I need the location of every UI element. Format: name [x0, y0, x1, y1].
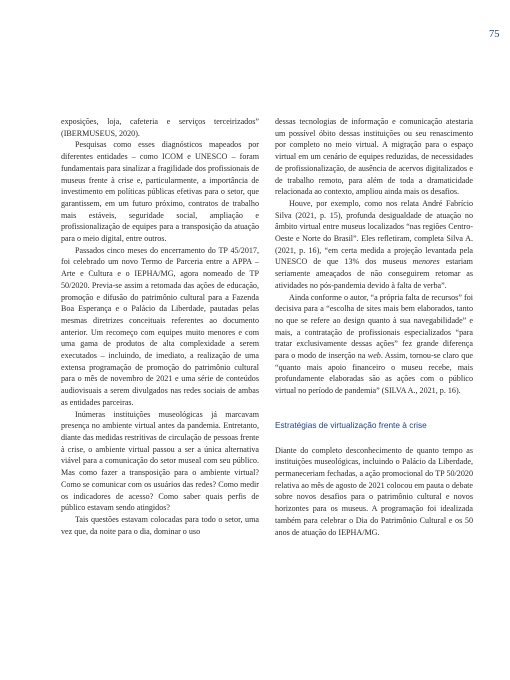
- text-span: . Assim, tornou-se claro que “quanto mais apoio financeiro o museu recebe, mais profundamente elaboradas são as ações com o público virtual no período de pandemia” (SILVA A., 2021, p. 16).: [275, 351, 473, 396]
- emphasis-text: menores: [412, 257, 440, 267]
- right-paragraph-1: dessas tecnologias de informação e comunicação atestaria um possível óbito dessas instituições ou seu renascimento por completo no meio virtual. A migração para o espaço virtual em um cenário de equipes reduzidas, de necessidades de profissionalização, de ausência de acervos digitalizados e de trabalho remoto, para além de toda a dramaticidade relacionada ao contexto, ampliou ainda mais os desafios.: [275, 117, 473, 197]
- left-paragraph-2: Pesquisas como esses diagnósticos mapeados por diferentes entidades – como ICOM e UNESCO – foram fundamentais para sinalizar a fragilidade dos profissionais de museus frente à crise e, particularmente, a importância de investimento em políticas públicas efetivas para o setor, que garantissem, em um futuro próximo, contratos de trabalho mais estáveis, seguridade social, ampliação e profissionalização de equipes para a transposição da atuação para o meio digital, entre outros.: [61, 140, 260, 244]
- right-paragraph-4: Diante do completo desconhecimento de quanto tempo as instituições museológicas, incluindo o Palácio da Liberdade, permaneceriam fechadas, a ação promocional do TP 50/2020 relativa ao mês de agosto de 2021 colocou em pauta o debate sobre novos desafios para o patrimônio cultural e novos horizontes para os museus. A programação foi idealizada também para celebrar o Dia do Patrimônio Cultural e os 50 anos de atuação do IEPHA/MG.: [275, 445, 474, 537]
- emphasis-text: web: [367, 351, 381, 361]
- left-paragraph-4: Inúmeras instituições museológicas já marcavam presença no ambiente virtual antes da pandemia. Entretanto, diante das medidas restritivas de circulação de pessoas frente à crise, o ambiente virtual passou a ser a única alternativa viável para a comunicação do setor museal com seu público. Mas como fazer a transposição para o ambiente virtual? Como se comunicar com os usuários das redes? Como medir os indicadores de acesso? Como saber quais perfis de público estavam sendo atingidos?: [61, 409, 259, 513]
- text-span: Ainda conforme o autor, “a própria falta de recursos” foi decisiva para a “escolha de sites mais bem elaborados, tanto no que se refere ao design quanto à sua navegabilidade” e mais, a contratação de profissionais especializados “para tratar exclusivamente dessas ações” fez grande diferença para o modo de inserção na: [275, 292, 473, 361]
- left-paragraph-3: Passados cinco meses do encerramento do TP 45/2017, foi celebrado um novo Termo de Parceria entre a APPA – Arte e Cultura e o IEPHA/MG, agora nomeado de TP 50/2020. Previa-se assim a retomada das ações de educação, promoção e difusão do patrimônio cultural para a Fazenda Boa Esperança e o Palácio da Liberdade, pautadas pelas mesmas diretrizes conceituais referentes ao documento anterior. Um recomeço com equipes muito menores e com uma gama de produtos de alta complexidade a serem executados – incluindo, de imediato, a realização de uma extensa programação de promoção do patrimônio cultural para o mês de novembro de 2021 e uma série de conteúdos audiovisuais a serem divulgados nas redes sociais de ambas as entidades parceiras.: [61, 245, 259, 407]
- section-heading: Estratégias de virtualização frente à crise: [275, 419, 427, 430]
- page-number: 75: [489, 29, 500, 40]
- left-paragraph-1: exposições, loja, cafeteria e serviços terceirizados” (IBERMUSEUS, 2020).: [61, 117, 259, 138]
- left-column: [61, 116, 259, 537]
- text-span: estariam seriamente ameaçados de não conseguirem retomar as atividades no pós-pandemia devido à falta de verba”.: [275, 257, 473, 290]
- left-paragraph-5: Tais questões estavam colocadas para todo o setor, uma vez que, da noite para o dia, dominar o uso: [61, 514, 259, 536]
- right-paragraph-2: [275, 198, 473, 292]
- right-paragraph-3: [275, 292, 473, 397]
- text-span: Houve, por exemplo, como nos relata André Fabrício Silva (2021, p. 15), profunda desigualdade de atuação no âmbito virtual entre museus localizados “nas regiões Centro-Oeste e Norte do Brasil”. Eles refletiram, completa Silva A. (2021, p. 16), “em certa medida a projeção levantada pela UNESCO de que 13% dos museus: [275, 198, 473, 267]
- right-column: [275, 116, 473, 538]
